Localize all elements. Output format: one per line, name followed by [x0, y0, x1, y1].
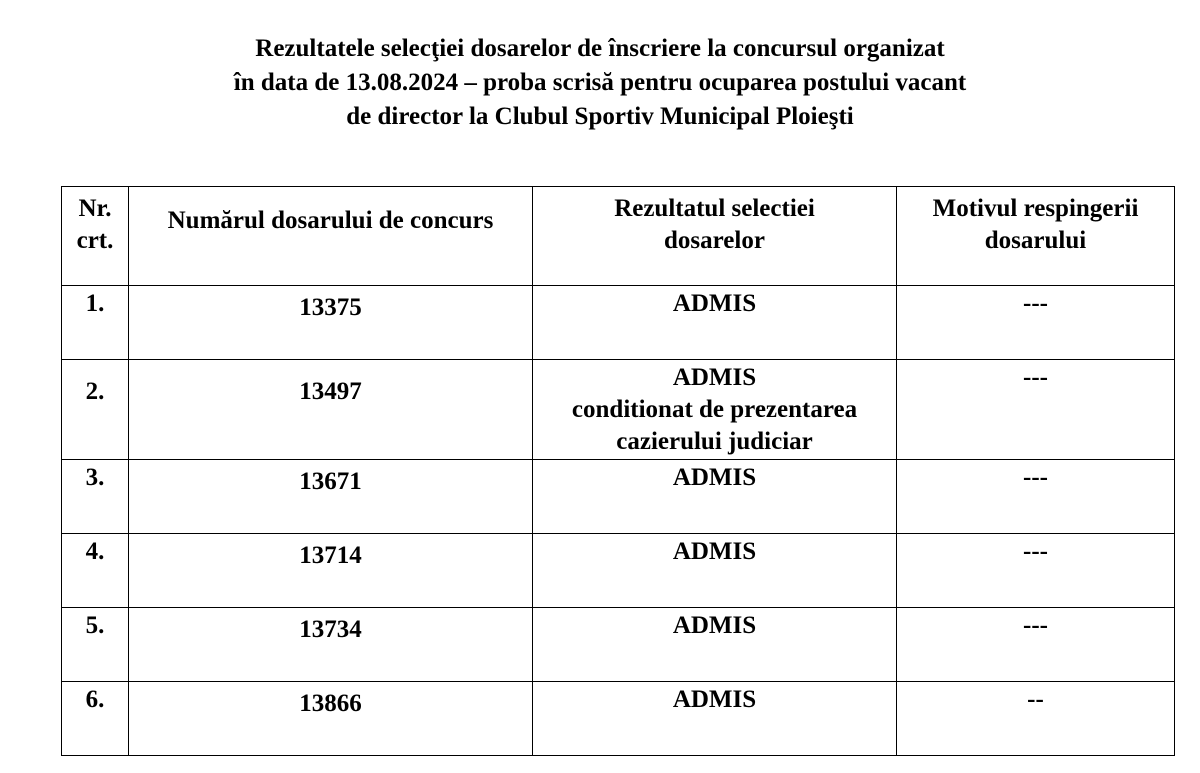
header-rezultat [533, 187, 897, 286]
cell-nr-text: 6. [85, 686, 105, 713]
table-header-row [62, 187, 1175, 286]
table-row [62, 286, 1175, 360]
cell-numar-dosar-text: 13671 [299, 468, 362, 495]
cell-rezultat [533, 534, 897, 608]
cell-motiv [897, 534, 1175, 608]
cell-rezultat [533, 360, 897, 460]
cell-numar-dosar-text: 13375 [299, 294, 362, 321]
cell-rezultat [533, 460, 897, 534]
cell-nr [62, 534, 129, 608]
header-motiv-line: dosarului [984, 227, 1087, 254]
cell-rezultat-text: ADMIS [672, 364, 757, 391]
cell-rezultat [533, 286, 897, 360]
table-row [62, 608, 1175, 682]
cell-motiv [897, 608, 1175, 682]
cell-nr [62, 608, 129, 682]
cell-motiv-text: --- [1023, 464, 1048, 491]
cell-rezultat-text: ADMIS [672, 538, 757, 565]
cell-nr-text: 4. [85, 538, 105, 565]
cell-motiv-text: --- [1023, 538, 1048, 565]
cell-rezultat-text: ADMIS [672, 464, 757, 491]
cell-rezultat-text: ADMIS [672, 290, 757, 317]
header-rezultat-line: dosarelor [664, 227, 765, 254]
cell-rezultat [533, 682, 897, 756]
cell-numar-dosar [129, 682, 533, 756]
table-row [62, 360, 1175, 460]
header-numar-dosar [129, 187, 533, 286]
cell-motiv-text: --- [1023, 612, 1048, 639]
cell-nr-text: 1. [85, 290, 105, 317]
cell-motiv [897, 682, 1175, 756]
header-nr-line: crt. [76, 227, 114, 254]
header-nr-line: Nr. [78, 195, 112, 222]
cell-motiv-text: -- [1027, 686, 1044, 713]
cell-nr [62, 460, 129, 534]
cell-nr-text: 2. [85, 378, 105, 405]
table-row [62, 534, 1175, 608]
cell-motiv [897, 286, 1175, 360]
title-line: în data de 13.08.2024 – proba scrisă pentru ocuparea postului vacant [233, 69, 967, 96]
header-motiv [897, 187, 1175, 286]
cell-numar-dosar [129, 608, 533, 682]
cell-nr [62, 286, 129, 360]
cell-nr-text: 3. [85, 464, 105, 491]
cell-nr [62, 682, 129, 756]
header-numar-dosar-label: Numărul dosarului de concurs [167, 207, 494, 234]
cell-rezultat-text: ADMIS [672, 612, 757, 639]
header-rezultat-line: Rezultatul selectiei [614, 195, 815, 222]
cell-numar-dosar [129, 286, 533, 360]
table-row [62, 682, 1175, 756]
cell-nr [62, 360, 129, 460]
cell-numar-dosar [129, 360, 533, 460]
cell-numar-dosar [129, 534, 533, 608]
cell-numar-dosar-text: 13734 [299, 616, 362, 643]
title-line: Rezultatele selecţiei dosarelor de înscriere la concursul organizat [255, 35, 945, 62]
cell-numar-dosar-text: 13866 [299, 690, 362, 717]
results-table [61, 186, 1175, 756]
cell-motiv [897, 360, 1175, 460]
cell-numar-dosar-text: 13497 [299, 378, 362, 405]
cell-rezultat-text: ADMIS [672, 686, 757, 713]
cell-numar-dosar-text: 13714 [299, 542, 362, 569]
cell-rezultat-text: conditionat de prezentarea [571, 396, 858, 423]
document-title [0, 32, 1200, 134]
cell-rezultat [533, 608, 897, 682]
table-row [62, 460, 1175, 534]
cell-motiv [897, 460, 1175, 534]
cell-motiv-text: --- [1023, 290, 1048, 317]
header-nr-crt [62, 187, 129, 286]
header-motiv-line: Motivul respingerii [932, 195, 1139, 222]
cell-motiv-text: --- [1023, 364, 1048, 391]
title-line: de director la Clubul Sportiv Municipal Ploieşti [346, 103, 854, 130]
cell-numar-dosar [129, 460, 533, 534]
cell-rezultat-text: cazierului judiciar [616, 428, 813, 455]
cell-nr-text: 5. [85, 612, 105, 639]
